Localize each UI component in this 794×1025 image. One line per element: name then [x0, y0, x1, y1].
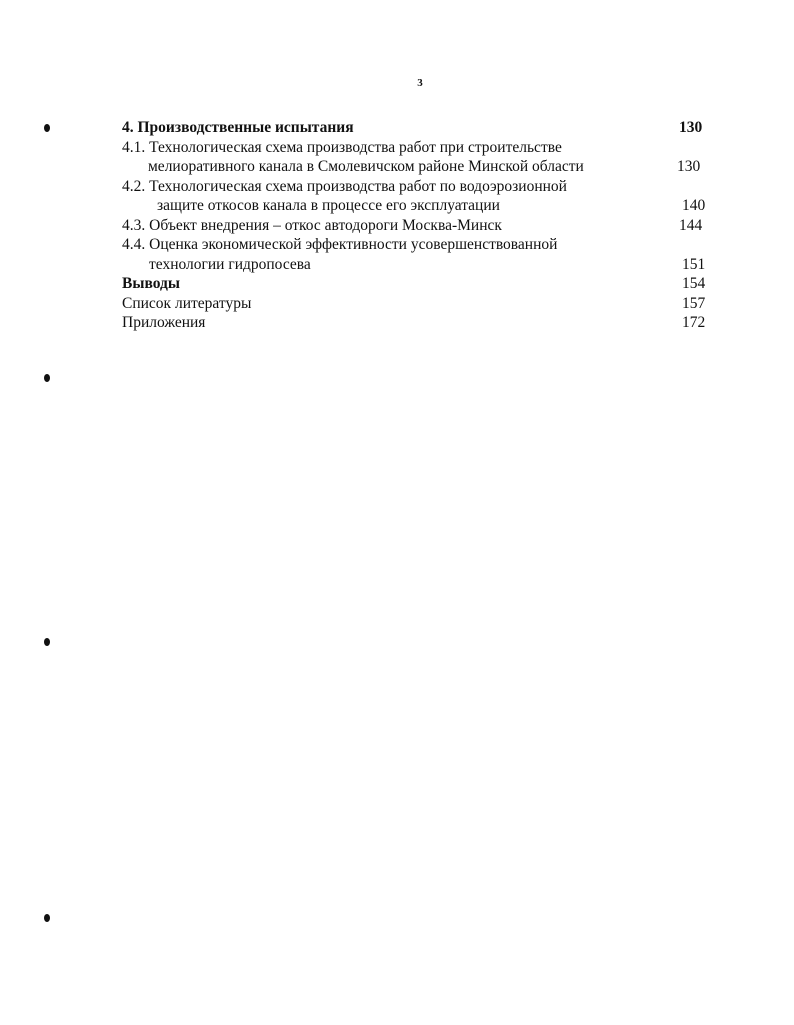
toc-entry-title: Приложения: [122, 314, 206, 331]
toc-entry-page: 130: [679, 119, 703, 136]
toc-entry-title-continuation: защите откосов канала в процессе его эксплуатации: [157, 197, 500, 214]
toc-entry-chapter-4[interactable]: [122, 118, 712, 138]
binder-hole-mark: [44, 914, 50, 922]
toc-entry-page: 172: [682, 314, 706, 331]
toc-entry-title-continuation: технологии гидропосева: [149, 255, 311, 273]
toc-entry-page: 154: [682, 275, 706, 292]
toc-entry-references[interactable]: [122, 294, 712, 314]
binder-hole-mark: [44, 124, 50, 132]
toc-entry-conclusions[interactable]: [122, 274, 712, 294]
toc-entry-page: 144: [679, 216, 703, 234]
binder-hole-mark: [44, 374, 50, 382]
toc-entry-title: 4.3. Объект внедрения – откос автодороги Москва-Минск: [122, 216, 502, 234]
toc-entry-4-4-line-1[interactable]: [122, 235, 712, 255]
toc-entry-title: 4. Производственные испытания: [122, 119, 354, 136]
toc-entry-4-3[interactable]: [122, 216, 712, 236]
toc-entry-page: 130: [677, 158, 701, 175]
toc-entry-page: 151: [682, 255, 706, 273]
toc-entry-4-4-line-2[interactable]: [122, 255, 712, 275]
page-number: 3: [417, 77, 423, 89]
binder-hole-mark: [44, 638, 50, 646]
toc-entry-title: Выводы: [122, 275, 180, 292]
toc-entry-title: 4.2. Технологическая схема производства работ по водоэрозионной: [122, 177, 567, 195]
toc-entry-4-2-line-2[interactable]: [122, 196, 712, 216]
toc-entry-title-continuation: мелиоративного канала в Смолевичском районе Минской области: [148, 158, 584, 175]
toc-entry-appendices[interactable]: [122, 313, 712, 333]
toc-entry-4-1-line-1[interactable]: [122, 138, 712, 158]
toc-entry-page: 157: [682, 294, 706, 312]
table-of-contents: [122, 118, 712, 333]
toc-entry-title: 4.4. Оценка экономической эффективности усовершенствованной: [122, 236, 558, 253]
toc-entry-title: Список литературы: [122, 294, 252, 312]
toc-entry-4-2-line-1[interactable]: [122, 177, 712, 197]
toc-entry-title: 4.1. Технологическая схема производства работ при строительстве: [122, 138, 562, 156]
toc-entry-page: 140: [682, 197, 706, 214]
toc-entry-4-1-line-2[interactable]: [122, 157, 712, 177]
